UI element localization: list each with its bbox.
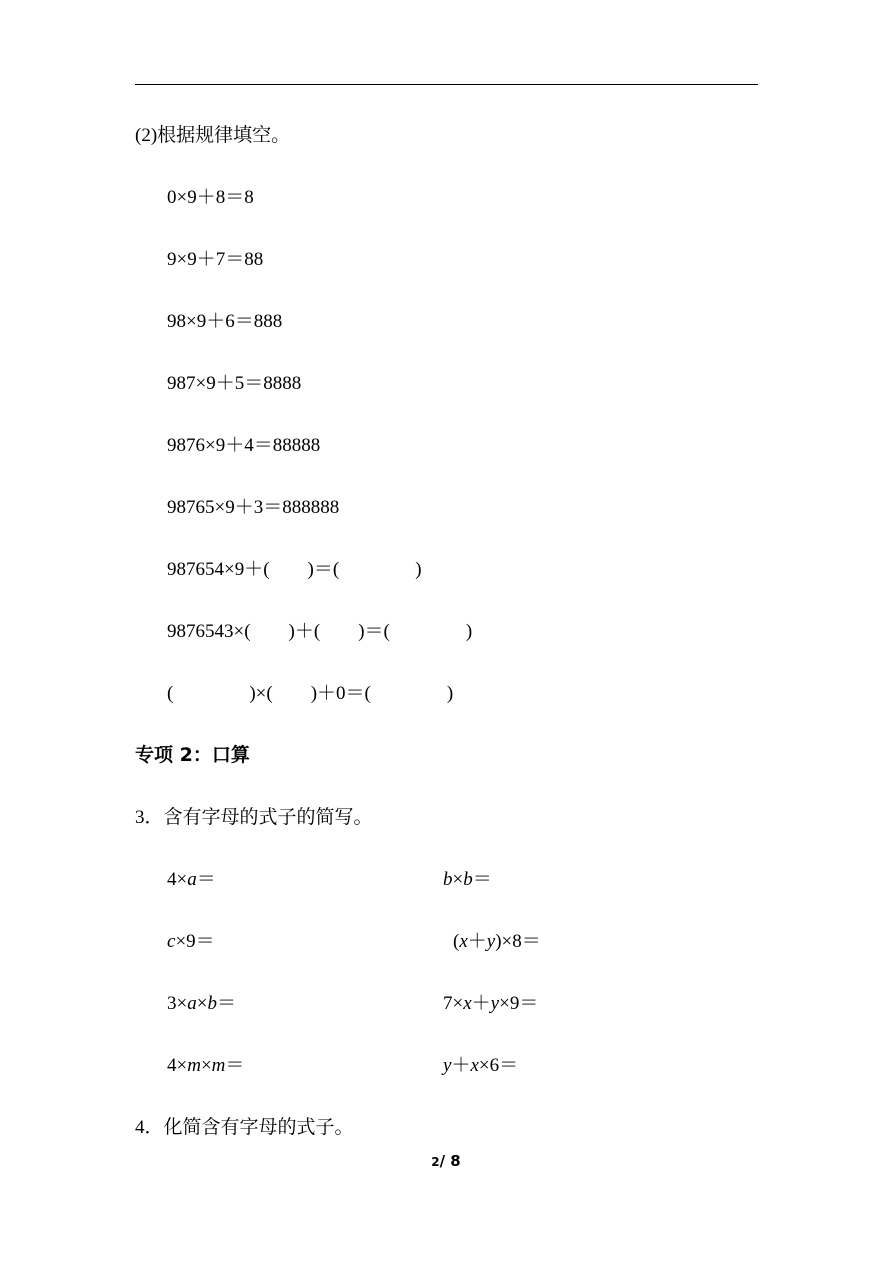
pattern-line-blank: 987654×9＋( )＝( ) <box>167 559 422 580</box>
q3-item: 4×m×m＝ <box>167 1055 245 1076</box>
pattern-line-blank: ( )×( )＋0＝( ) <box>167 683 454 704</box>
pattern-line: 9876×9＋4＝88888 <box>167 435 321 456</box>
pattern-line: 987×9＋5＝8888 <box>167 373 302 394</box>
pattern-line-blank: 9876543×( )＋( )＝( ) <box>167 621 473 642</box>
q4-title: 4．化简含有字母的式子。 <box>135 1117 354 1138</box>
pattern-line: 98765×9＋3＝888888 <box>167 497 340 518</box>
pattern-line: 9×9＋7＝88 <box>167 249 264 270</box>
q3-item: (x＋y)×8＝ <box>453 931 541 952</box>
page-current: 2 <box>431 1155 440 1169</box>
q3-item: 3×a×b＝ <box>167 993 236 1014</box>
q3-title: 3．含有字母的式子的简写。 <box>135 807 373 828</box>
section2-title: 专项 2：口算 <box>135 744 250 766</box>
q3-item: b×b＝ <box>443 869 492 890</box>
part2-title: (2)根据规律填空。 <box>135 125 291 146</box>
q3-item: 4×a＝ <box>167 869 216 890</box>
page-number <box>0 1152 892 1170</box>
q3-item: c×9＝ <box>167 931 215 952</box>
pattern-line: 0×9＋8＝8 <box>167 187 254 208</box>
header-rule <box>135 84 758 85</box>
page-total: / 8 <box>439 1152 461 1170</box>
q3-item: 7×x＋y×9＝ <box>443 993 539 1014</box>
pattern-line: 98×9＋6＝888 <box>167 311 283 332</box>
q3-item: y＋x×6＝ <box>443 1055 519 1076</box>
